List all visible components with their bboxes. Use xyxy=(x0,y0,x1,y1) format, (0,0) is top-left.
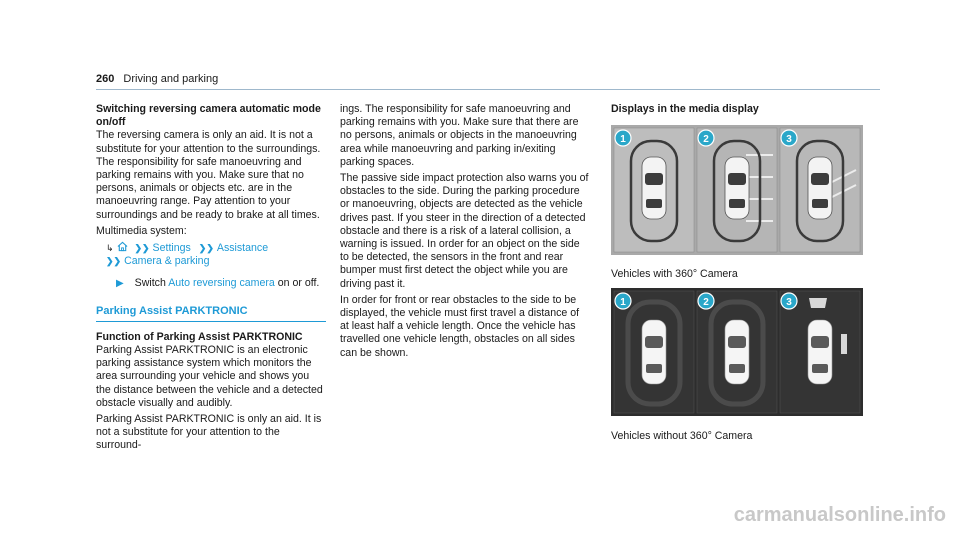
caption-with-360-camera: Vehicles with 360° Camera xyxy=(611,268,738,280)
watermark: carmanualsonline.info xyxy=(733,504,946,526)
svg-text:3: 3 xyxy=(786,297,792,308)
display-image-without-360-camera xyxy=(611,288,863,416)
chevron-right-icon: ❯❯ xyxy=(198,243,214,254)
col2-paragraph-3: In order for front or rear obstacles to the side to be displayed, the vehicle must first travel a distance of at least half a vehicle length. Once the vehicle has travelled one vehicle length, obstacles on all sides can be shown. xyxy=(340,293,580,359)
menu-path-line-2 xyxy=(96,255,326,268)
display-image-360-camera xyxy=(611,125,863,255)
media-display-heading: Displays in the media display xyxy=(611,103,759,115)
reversing-camera-paragraph: The reversing camera is only an aid. It is not a substitute for your attention to the surroundings. The responsibility for safe manoeuvring and parking remains with you. Make sure that no persons, animals or objects etc. are in the manoeuvring range. Pay attention to your surroundings and be ready to brake at all times. xyxy=(96,129,321,221)
parktronic-section-title: Parking Assist PARKTRONIC xyxy=(96,305,326,322)
reversing-camera-heading xyxy=(96,103,326,129)
instruction-step xyxy=(96,277,326,290)
caption-without-360-camera: Vehicles without 360° Camera xyxy=(611,430,753,442)
heading-line-2: on/off xyxy=(96,116,126,129)
badge-1-icon xyxy=(615,130,631,146)
parktronic-paragraph-1: Parking Assist PARKTRONIC is an electronic parking assistance system which monitors the area surrounding your vehicle and shows you the distance between the vehicle and a detected obstacle visually and audibly. xyxy=(96,344,323,409)
home-icon[interactable] xyxy=(117,241,128,252)
col2-paragraph-2: The passive side impact protection also warns you of obstacles to the side. During the parking procedure or manoeuvring, objects are detected as the vehicle drives past. If you steer in the direction of a detected obstacle and there is a risk of a lateral collision, a warning is issued. In order for an object on the side to be detected, the sensors in the front and rear bumper must first detect the object while you are driving past it. xyxy=(340,172,589,290)
page-header xyxy=(96,73,218,85)
parktronic-function-heading: Function of Parking Assist PARKTRONIC xyxy=(96,330,303,343)
badge-2-icon xyxy=(698,130,714,146)
switch-suffix: on or off. xyxy=(277,277,320,290)
chevron-right-icon: ❯❯ xyxy=(106,256,122,267)
play-triangle-icon: ▶ xyxy=(116,278,124,290)
column-3 xyxy=(611,103,881,116)
multimedia-label: Multimedia system: xyxy=(96,224,187,237)
page-number: 260 xyxy=(96,73,115,85)
menu-camera-parking[interactable]: Camera & parking xyxy=(124,255,210,268)
chapter-title: Driving and parking xyxy=(123,73,219,85)
auto-reversing-camera-option[interactable]: Auto reversing camera xyxy=(168,277,275,290)
parktronic-paragraph-2: Parking Assist PARKTRONIC is only an aid. It is not a substitute for your attention to the surround- xyxy=(96,413,322,452)
svg-text:1: 1 xyxy=(620,297,626,308)
badge-3-icon xyxy=(781,130,797,146)
col2-paragraph-1: ings. The responsibility for safe manoeuvring and parking remains with you. Make sure that there are no persons, animals or objects in the manoeuvring area while manoeuvring and parking in/exiting parking spaces. xyxy=(340,103,579,168)
svg-text:2: 2 xyxy=(703,297,709,308)
badge-1-label: 1 xyxy=(620,134,626,145)
menu-assistance[interactable]: Assistance xyxy=(216,242,269,255)
menu-path-line-1 xyxy=(96,241,326,255)
header-divider xyxy=(96,89,880,90)
column-2 xyxy=(340,103,590,360)
badge-2-label: 2 xyxy=(703,134,709,145)
menu-settings[interactable]: Settings xyxy=(152,242,191,255)
switch-prefix: Switch xyxy=(134,277,166,290)
column-1 xyxy=(96,103,326,453)
return-arrow-icon: ↳ xyxy=(106,243,114,254)
badge-3-label: 3 xyxy=(786,134,792,145)
heading-line-1: Switching reversing camera automatic mode xyxy=(96,103,321,115)
chevron-right-icon: ❯❯ xyxy=(134,243,150,254)
